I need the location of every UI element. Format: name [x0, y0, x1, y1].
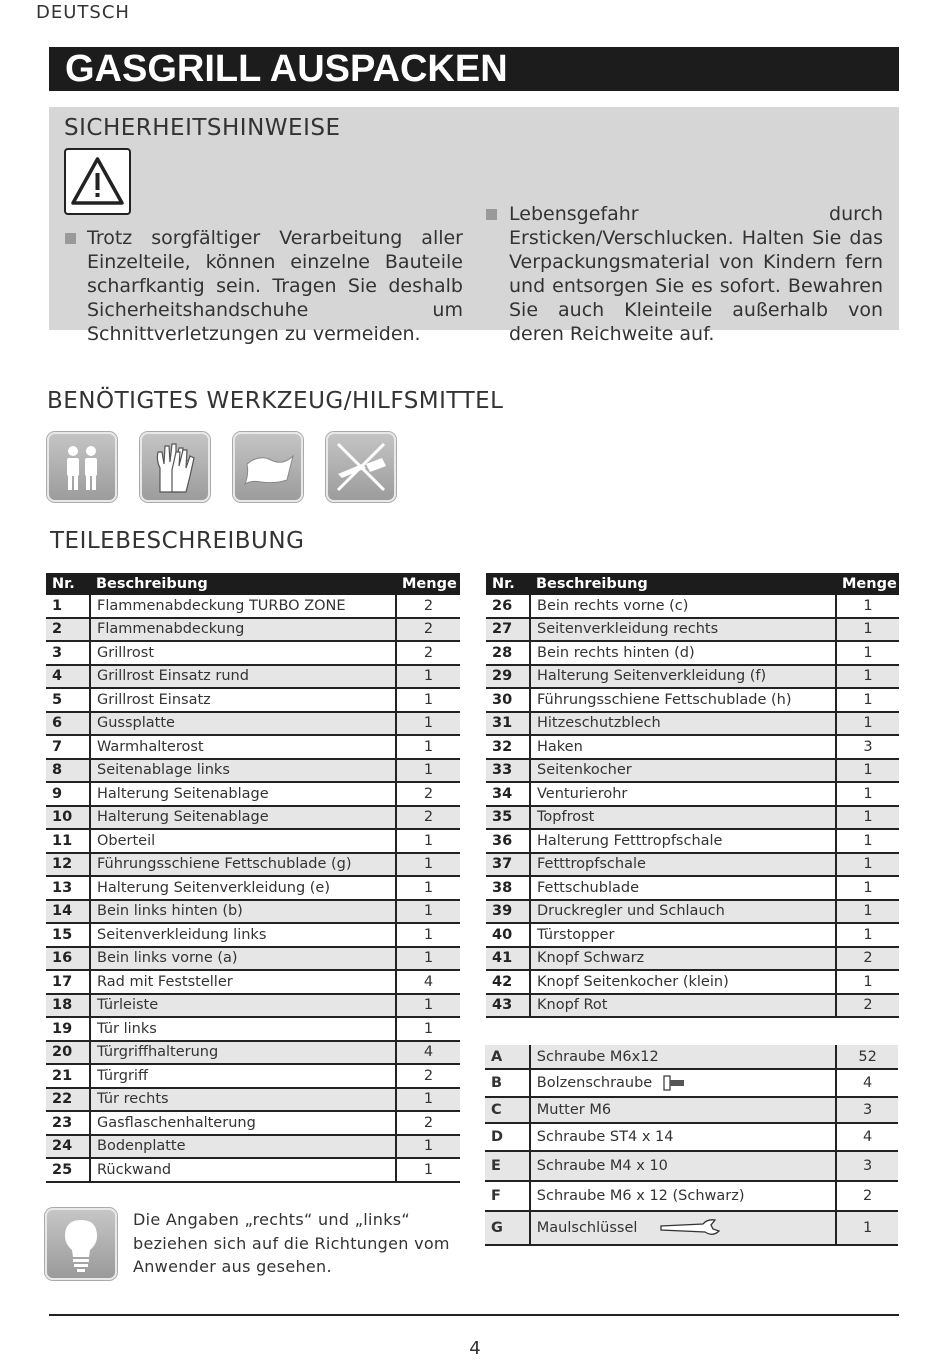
cell-nr: 41: [486, 947, 530, 971]
cell-desc: Seitenverkleidung rechts: [530, 618, 836, 642]
column-header-desc: Beschreibung: [90, 573, 396, 595]
cell-nr: 20: [46, 1041, 90, 1065]
cell-qty: 1: [836, 876, 899, 900]
cell-qty: 1: [836, 595, 899, 618]
gloves-icon: [140, 432, 210, 502]
cell-qty: 3: [836, 1151, 898, 1181]
parts-title: TEILEBESCHREIBUNG: [50, 528, 305, 554]
hardware-label: Maulschlüssel: [536, 1220, 638, 1236]
cell-qty: 52: [836, 1045, 898, 1069]
cell-nr: 8: [46, 759, 90, 783]
cell-nr: 1: [46, 595, 90, 618]
table-row: [486, 970, 899, 994]
cell-nr: 36: [486, 829, 530, 853]
cell-qty: 1: [396, 900, 460, 924]
cell-desc: Halterung Seitenverkleidung (f): [530, 665, 836, 689]
hardware-label: Schraube M4 x 10: [536, 1158, 668, 1174]
cell-desc: Warmhalterost: [90, 735, 396, 759]
cell-nr: 26: [486, 595, 530, 618]
bullet-square-icon: [486, 209, 497, 220]
cell-nr: 27: [486, 618, 530, 642]
cell-nr: 37: [486, 853, 530, 877]
cell-nr: 5: [46, 688, 90, 712]
cell-desc: Grillrost Einsatz rund: [90, 665, 396, 689]
cell-qty: 1: [836, 829, 899, 853]
cell-nr: 9: [46, 782, 90, 806]
table-row: [486, 829, 899, 853]
column-header-nr: Nr.: [46, 573, 90, 595]
cell-desc: Türleiste: [90, 994, 396, 1018]
cell-nr: 42: [486, 970, 530, 994]
page-title: GASGRILL AUSPACKEN: [49, 47, 899, 91]
cell-nr: 25: [46, 1158, 90, 1182]
cell-nr: 23: [46, 1111, 90, 1135]
cell-desc: Halterung Seitenablage: [90, 782, 396, 806]
hardware-row: [485, 1211, 898, 1245]
no-knife-icon: [326, 432, 396, 502]
cell-nr: F: [485, 1181, 530, 1211]
table-row: [486, 923, 899, 947]
cell-desc: Venturierohr: [530, 782, 836, 806]
cell-nr: 33: [486, 759, 530, 783]
cell-desc: Tür links: [90, 1017, 396, 1041]
hardware-row: [485, 1097, 898, 1123]
table-row: [46, 970, 460, 994]
cell-nr: 2: [46, 618, 90, 642]
cell-qty: 4: [396, 970, 460, 994]
cell-nr: D: [485, 1123, 530, 1151]
cell-nr: C: [485, 1097, 530, 1123]
table-row: [46, 876, 460, 900]
cell-nr: 43: [486, 994, 530, 1018]
wrench-icon: [659, 1217, 723, 1239]
table-row: [46, 1088, 460, 1112]
cell-nr: 38: [486, 876, 530, 900]
table-row: [46, 595, 460, 618]
cell-nr: 4: [46, 665, 90, 689]
cell-nr: 30: [486, 688, 530, 712]
cell-nr: 39: [486, 900, 530, 924]
table-row: [486, 712, 899, 736]
page-number: 4: [469, 1338, 481, 1359]
cell-qty: 1: [396, 1088, 460, 1112]
safety-note-right: Lebensgefahr durch Ersticken/Verschlucken. Halten Sie das Verpackungsmaterial von Kindern fern und entsorgen Sie es sofort. Bewahren Sie auch Kleinteile außerhalb von deren Reichweite auf.: [509, 203, 883, 345]
table-row: [486, 759, 899, 783]
cell-desc: Türgriffhalterung: [90, 1041, 396, 1065]
table-row: [486, 876, 899, 900]
cell-qty: 1: [836, 688, 899, 712]
cell-desc: Seitenverkleidung links: [90, 923, 396, 947]
cell-desc: Bein rechts hinten (d): [530, 641, 836, 665]
table-row: [46, 712, 460, 736]
hardware-label: Bolzenschraube: [536, 1075, 653, 1091]
table-row: [486, 688, 899, 712]
table-row: [486, 853, 899, 877]
cell-desc: Haken: [530, 735, 836, 759]
hardware-label: Mutter M6: [536, 1102, 612, 1118]
cell-desc: [530, 1097, 837, 1123]
cell-qty: 1: [396, 735, 460, 759]
cell-desc: Bodenplatte: [90, 1135, 396, 1159]
cell-qty: 3: [836, 1097, 898, 1123]
two-persons-icon: [47, 432, 117, 502]
hardware-label: Schraube ST4 x 14: [536, 1129, 674, 1145]
cell-nr: 10: [46, 806, 90, 830]
parts-table-right: [486, 573, 899, 1018]
bolt-icon: [662, 1074, 688, 1092]
cell-desc: [530, 1211, 837, 1245]
cell-qty: 1: [836, 806, 899, 830]
cell-qty: 4: [836, 1069, 898, 1097]
cell-desc: Bein links vorne (a): [90, 947, 396, 971]
cell-qty: 2: [836, 947, 899, 971]
cell-qty: 1: [836, 618, 899, 642]
table-row: [486, 806, 899, 830]
table-row: [46, 1041, 460, 1065]
cell-qty: 2: [396, 782, 460, 806]
cell-nr: 12: [46, 853, 90, 877]
table-row: [486, 994, 899, 1018]
cell-desc: Seitenkocher: [530, 759, 836, 783]
cell-desc: Fetttropfschale: [530, 853, 836, 877]
cell-qty: 2: [396, 1064, 460, 1088]
cell-desc: Knopf Rot: [530, 994, 836, 1018]
cell-qty: 2: [396, 641, 460, 665]
cell-qty: 2: [836, 994, 899, 1018]
footer-divider: [49, 1314, 899, 1316]
table-row: [46, 1111, 460, 1135]
cell-desc: Grillrost Einsatz: [90, 688, 396, 712]
cell-desc: Hitzeschutzblech: [530, 712, 836, 736]
table-row: [46, 923, 460, 947]
table-row: [46, 735, 460, 759]
cell-nr: 6: [46, 712, 90, 736]
cell-desc: Fettschublade: [530, 876, 836, 900]
table-row: [46, 688, 460, 712]
table-row: [486, 735, 899, 759]
cell-desc: Rad mit Feststeller: [90, 970, 396, 994]
cell-nr: 29: [486, 665, 530, 689]
table-row: [46, 853, 460, 877]
cell-nr: 32: [486, 735, 530, 759]
cell-qty: 2: [396, 595, 460, 618]
cell-desc: Halterung Seitenverkleidung (e): [90, 876, 396, 900]
cell-qty: 1: [396, 994, 460, 1018]
cell-qty: 1: [396, 688, 460, 712]
language-label: DEUTSCH: [36, 2, 130, 23]
cell-qty: 2: [836, 1181, 898, 1211]
cell-qty: 1: [396, 947, 460, 971]
column-header-nr: Nr.: [486, 573, 530, 595]
cell-nr: 7: [46, 735, 90, 759]
table-row: [486, 900, 899, 924]
hardware-table: [485, 1045, 898, 1246]
cell-qty: 1: [396, 665, 460, 689]
hardware-row: [485, 1151, 898, 1181]
table-row: [486, 641, 899, 665]
table-row: [46, 829, 460, 853]
table-row: [46, 665, 460, 689]
cloth-icon: [233, 432, 303, 502]
table-row: [486, 947, 899, 971]
cell-nr: 34: [486, 782, 530, 806]
cell-nr: 15: [46, 923, 90, 947]
hardware-label: Schraube M6x12: [536, 1048, 659, 1065]
table-row: [486, 595, 899, 618]
cell-nr: G: [485, 1211, 530, 1245]
warning-icon: [64, 148, 131, 215]
cell-desc: Gasflaschenhalterung: [90, 1111, 396, 1135]
table-row: [46, 1017, 460, 1041]
cell-nr: 35: [486, 806, 530, 830]
cell-desc: [530, 1123, 837, 1151]
cell-nr: 31: [486, 712, 530, 736]
cell-qty: 1: [836, 900, 899, 924]
bullet-square-icon: [65, 233, 76, 244]
cell-desc: Türstopper: [530, 923, 836, 947]
table-row: [46, 1158, 460, 1182]
cell-desc: [530, 1045, 837, 1069]
cell-qty: 1: [396, 923, 460, 947]
cell-desc: Rückwand: [90, 1158, 396, 1182]
table-row: [46, 900, 460, 924]
cell-desc: [530, 1151, 837, 1181]
cell-desc: Halterung Fetttropfschale: [530, 829, 836, 853]
table-row: [46, 618, 460, 642]
column-header-qty: Menge: [396, 573, 460, 595]
cell-desc: Flammenabdeckung TURBO ZONE: [90, 595, 396, 618]
safety-section: [49, 107, 899, 345]
cell-qty: 1: [836, 970, 899, 994]
cell-nr: 18: [46, 994, 90, 1018]
cell-nr: 22: [46, 1088, 90, 1112]
cell-desc: Grillrost: [90, 641, 396, 665]
cell-desc: Bein links hinten (b): [90, 900, 396, 924]
table-row: [46, 759, 460, 783]
cell-qty: 1: [836, 665, 899, 689]
cell-qty: 1: [396, 829, 460, 853]
hardware-row: [485, 1045, 898, 1069]
table-row: [46, 994, 460, 1018]
table-row: [46, 806, 460, 830]
table-row: [486, 782, 899, 806]
cell-desc: Oberteil: [90, 829, 396, 853]
cell-nr: 24: [46, 1135, 90, 1159]
cell-qty: 1: [396, 1158, 460, 1182]
cell-nr: B: [485, 1069, 530, 1097]
cell-nr: 28: [486, 641, 530, 665]
cell-nr: E: [485, 1151, 530, 1181]
hardware-row: [485, 1123, 898, 1151]
cell-desc: Topfrost: [530, 806, 836, 830]
column-header-desc: Beschreibung: [530, 573, 836, 595]
cell-desc: Flammenabdeckung: [90, 618, 396, 642]
cell-qty: 4: [836, 1123, 898, 1151]
table-row: [46, 947, 460, 971]
cell-nr: A: [485, 1045, 530, 1069]
table-row: [486, 618, 899, 642]
column-header-qty: Menge: [836, 573, 899, 595]
tools-title: BENÖTIGTES WERKZEUG/HILFSMITTEL: [47, 388, 504, 414]
cell-desc: Druckregler und Schlauch: [530, 900, 836, 924]
cell-qty: 1: [396, 853, 460, 877]
cell-desc: Gussplatte: [90, 712, 396, 736]
table-row: [46, 782, 460, 806]
table-row: [46, 1135, 460, 1159]
cell-qty: 1: [396, 1017, 460, 1041]
table-row: [486, 665, 899, 689]
cell-desc: Seitenablage links: [90, 759, 396, 783]
cell-qty: 1: [396, 712, 460, 736]
cell-desc: Türgriff: [90, 1064, 396, 1088]
cell-desc: Führungsschiene Fettschublade (h): [530, 688, 836, 712]
cell-qty: 1: [836, 853, 899, 877]
cell-desc: [530, 1181, 837, 1211]
cell-desc: Knopf Schwarz: [530, 947, 836, 971]
hardware-row: [485, 1069, 898, 1097]
cell-nr: 14: [46, 900, 90, 924]
cell-nr: 17: [46, 970, 90, 994]
lightbulb-icon: [45, 1208, 117, 1280]
cell-desc: Tür rechts: [90, 1088, 396, 1112]
cell-qty: 2: [396, 1111, 460, 1135]
cell-desc: Knopf Seitenkocher (klein): [530, 970, 836, 994]
cell-qty: 1: [836, 782, 899, 806]
cell-qty: 1: [836, 759, 899, 783]
cell-qty: 1: [396, 1135, 460, 1159]
cell-nr: 19: [46, 1017, 90, 1041]
table-row: [46, 1064, 460, 1088]
cell-qty: 1: [836, 1211, 898, 1245]
cell-qty: 1: [836, 641, 899, 665]
cell-desc: Halterung Seitenablage: [90, 806, 396, 830]
cell-desc: [530, 1069, 837, 1097]
cell-qty: 1: [396, 876, 460, 900]
cell-qty: 4: [396, 1041, 460, 1065]
direction-note: Die Angaben „rechts“ und „links“ beziehen sich auf die Richtungen vom Anwender aus gesehen.: [133, 1210, 450, 1276]
safety-note-left: Trotz sorgfältiger Verarbeitung aller Einzelteile, können einzelne Bauteile scharfkantig sein. Tragen Sie deshalb Sicherheitshandschuhe um Schnittverletzungen zu vermeiden.: [87, 227, 463, 345]
cell-desc: Bein rechts vorne (c): [530, 595, 836, 618]
cell-desc: Führungsschiene Fettschublade (g): [90, 853, 396, 877]
cell-qty: 2: [396, 618, 460, 642]
hardware-row: [485, 1181, 898, 1211]
cell-qty: 3: [836, 735, 899, 759]
cell-nr: 11: [46, 829, 90, 853]
cell-nr: 21: [46, 1064, 90, 1088]
table-row: [46, 641, 460, 665]
cell-nr: 13: [46, 876, 90, 900]
cell-nr: 3: [46, 641, 90, 665]
cell-nr: 16: [46, 947, 90, 971]
safety-title: SICHERHEITSHINWEISE: [64, 115, 341, 141]
cell-qty: 2: [396, 806, 460, 830]
parts-table-left: [46, 573, 460, 1183]
cell-qty: 1: [396, 759, 460, 783]
cell-nr: 40: [486, 923, 530, 947]
cell-qty: 1: [836, 712, 899, 736]
cell-qty: 1: [836, 923, 899, 947]
hardware-label: Schraube M6 x 12 (Schwarz): [536, 1188, 745, 1204]
